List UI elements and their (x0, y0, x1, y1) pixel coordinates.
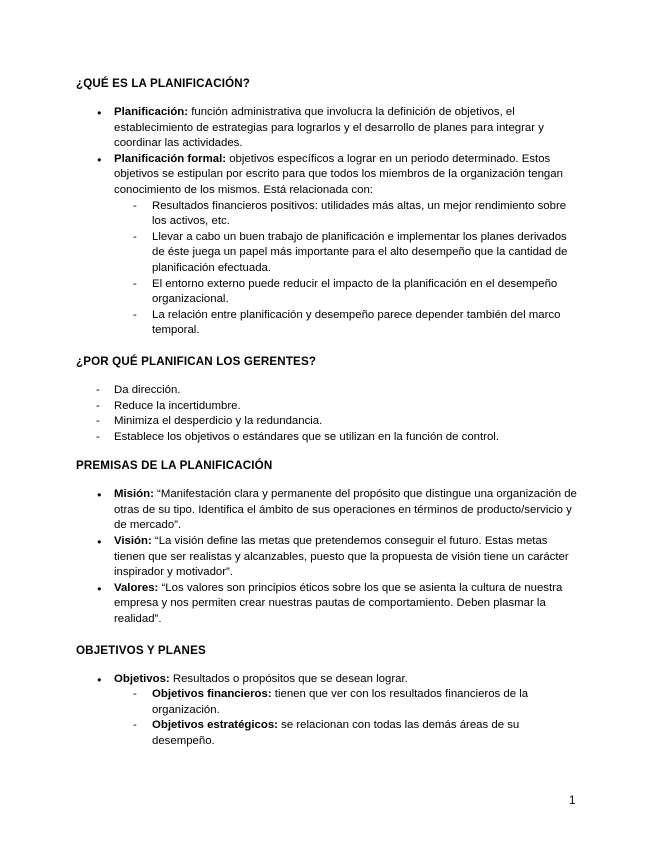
premises-list (76, 487, 579, 627)
sub-list (114, 687, 579, 749)
item-term: Objetivos financieros: (152, 688, 272, 701)
section-heading-premisas: PREMISAS DE LA PLANIFICACIÓN (76, 459, 273, 473)
list-item-planificacion (76, 105, 579, 152)
list-item: - Da dirección. (76, 383, 579, 399)
sub-list-item-financieros (114, 687, 579, 718)
item-text: “La visión define las metas que pretendemos conseguir el futuro. Estas metas tienen que ser realistas y alcanzables, puesto que la propuesta de visión tiene un carácter inspirador y motivador”. (114, 535, 569, 579)
reasons-list (76, 383, 579, 445)
definition-list (76, 105, 579, 339)
item-text: función administrativa que involucra la definición de objetivos, el establecimiento de estrategias para lograrlos y el desarrollo de planes para integrar y coordinar las actividades. (114, 106, 544, 150)
list-item-valores (76, 581, 579, 628)
section-heading-que-es: ¿QUÉ ES LA PLANIFICACIÓN? (76, 77, 251, 90)
sub-list-item-estrategicos (114, 718, 579, 749)
list-item: - Reduce la incertidumbre. (76, 399, 579, 415)
item-term: Valores: (114, 581, 159, 594)
section-heading-por-que: ¿POR QUÉ PLANIFICAN LOS GERENTES? (76, 354, 317, 368)
item-term: Objetivos: (114, 672, 170, 685)
list-item-objetivos (76, 672, 579, 750)
item-term: Visión: (114, 535, 152, 548)
item-text: se relacionan con todas las demás áreas de su desempeño. (152, 719, 520, 747)
objectives-list (76, 672, 579, 750)
item-term: Objetivos estratégicos: (152, 719, 278, 732)
item-text: “Los valores son principios éticos sobre los que se asienta la cultura de nuestra empresa y nos permiten crear nuestras pautas de comportamiento. Deben plasmar la realidad”. (114, 581, 563, 626)
list-item-planificacion-formal (76, 152, 579, 339)
sub-list-item: - Resultados financieros positivos: utilidades más altas, un mejor rendimiento sobre los activos, etc. (114, 199, 579, 230)
page-number: 1 (569, 795, 576, 807)
list-item: - Establece los objetivos o estándares que se utilizan en la función de control. (76, 430, 579, 446)
item-term: Planificación: (114, 106, 189, 118)
sub-list-item: - Llevar a cabo un buen trabajo de planificación e implementar los planes derivados de éste juega un papel más importante para el alto desempeño que la cantidad de planificación efectuada. (114, 230, 579, 277)
sub-list (114, 199, 579, 339)
list-item-vision (76, 534, 579, 581)
item-text: objetivos específicos a lograr en un periodo determinado. Estos objetivos se estipulan por escrito para que todos los miembros de la organización tengan conocimiento de los mismos. Está relacionada con: (114, 152, 563, 196)
item-text: “Manifestación clara y permanente del propósito que distingue una organización de otras de su tipo. Identifica el ámbito de sus operaciones en términos de producto/servicio y de mercado”. (114, 488, 577, 532)
document-body (76, 76, 579, 765)
item-term: Planificación formal: (114, 152, 227, 165)
section-heading-objetivos: OBJETIVOS Y PLANES (76, 643, 206, 657)
list-item-mision (76, 487, 579, 534)
item-term: Misión: (114, 488, 154, 501)
item-text: tienen que ver con los resultados financieros de la organización. (152, 688, 529, 716)
item-text: Resultados o propósitos que se desean lograr. (169, 672, 408, 685)
sub-list-item: - La relación entre planificación y desempeño parece depender también del marco temporal. (114, 308, 579, 339)
sub-list-item: - El entorno externo puede reducir el impacto de la planificación en el desempeño organizacional. (114, 277, 579, 308)
list-item: - Minimiza el desperdicio y la redundancia. (76, 414, 579, 430)
